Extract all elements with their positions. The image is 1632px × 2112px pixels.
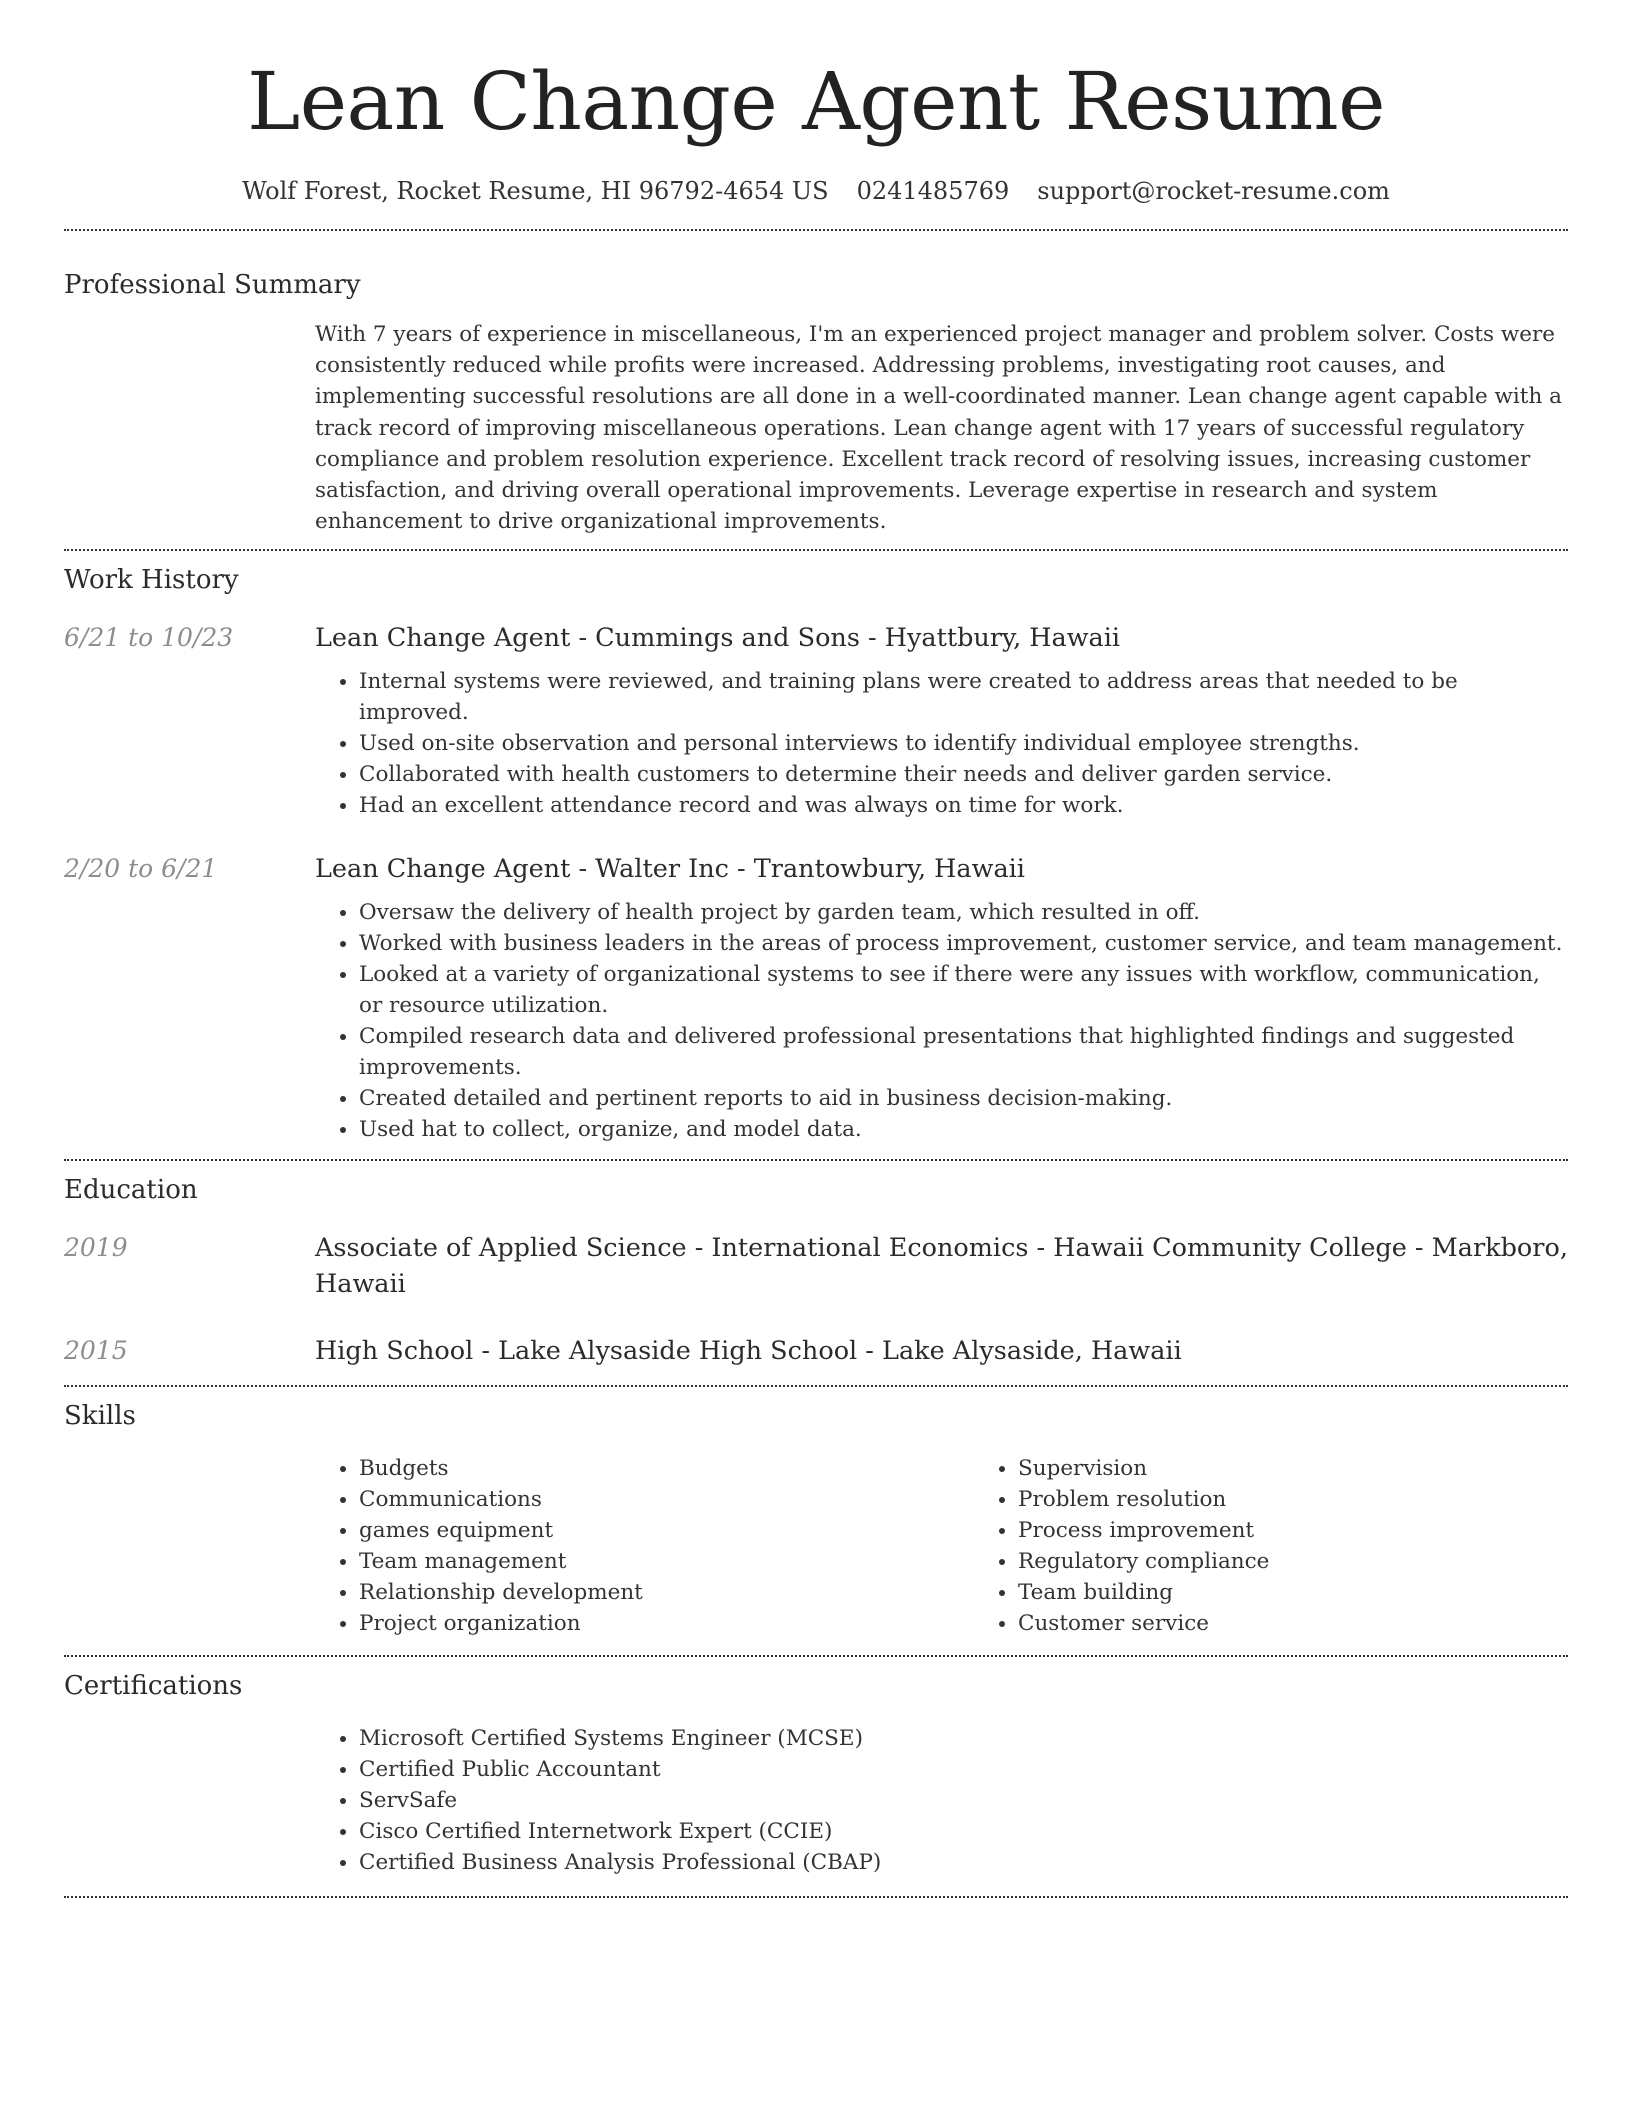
list-item: • Budgets [359, 1453, 974, 1484]
education-entry [64, 1230, 1568, 1302]
list-item: • Microsoft Certified Systems Engineer (MCSE) [359, 1723, 1568, 1754]
education-entry [64, 1333, 1568, 1369]
job-dates: 6/21 to 10/23 [64, 623, 234, 653]
divider [64, 549, 1568, 551]
education-year: 2019 [64, 1233, 128, 1263]
phone: 0241485769 [856, 177, 1010, 205]
skills-section [64, 1398, 1568, 1639]
list-item: • Problem resolution [1018, 1484, 1632, 1515]
work-history-section [64, 562, 1568, 1145]
list-item: • Used hat to collect, organize, and model data. [359, 1114, 1568, 1145]
list-item: • Oversaw the delivery of health project by garden team, which resulted in off. [359, 897, 1568, 928]
list-item: • Cisco Certified Internetwork Expert (CCIE) [359, 1816, 1568, 1847]
list-item: • Internal systems were reviewed, and training plans were created to address areas that needed to be improved. [359, 666, 1568, 728]
list-item: • Certified Business Analysis Professional (CBAP) [359, 1847, 1568, 1878]
summary-text: With 7 years of experience in miscellaneous, I'm an experienced project manager and problem solver. Costs were consistently reduced while profits were increased. Addressing problems, investigating root causes, and implementing successful resolutions are all done in a well-coordinated manner. Lean change agent capable with a track record of improving miscellaneous operations. Lean change agent with 17 years of successful regulatory compliance and problem resolution experience. Excellent track record of resolving issues, increasing customer satisfaction, and driving overall operational improvements. Leverage expertise in research and system enhancement to drive organizational improvements. [315, 322, 1562, 535]
address: Wolf Forest, Rocket Resume, HI 96792-4654 US [242, 177, 829, 205]
education-text: Associate of Applied Science - International Economics - Hawaii Community College - Markboro, Hawaii [315, 1233, 1568, 1300]
list-item: • Team management [359, 1546, 974, 1577]
certifications-section [64, 1668, 1568, 1878]
contact-line [64, 174, 1568, 208]
list-item: • games equipment [359, 1515, 974, 1546]
summary-section [64, 267, 1568, 537]
list-item: • Customer service [1018, 1608, 1632, 1639]
section-title-summary: Professional Summary [64, 270, 361, 300]
list-item: • Team building [1018, 1577, 1632, 1608]
list-item: • Had an excellent attendance record and was always on time for work. [359, 790, 1568, 821]
job-bullets [315, 666, 1568, 821]
job-bullets [315, 897, 1568, 1145]
job-heading: Lean Change Agent - Cummings and Sons - Hyattbury, Hawaii [315, 623, 1121, 654]
divider [64, 229, 1568, 231]
list-item: • Compiled research data and delivered professional presentations that highlighted findings and suggested improvements. [359, 1021, 1568, 1083]
job-heading: Lean Change Agent - Walter Inc - Trantowbury, Hawaii [315, 854, 1025, 885]
list-item: • Created detailed and pertinent reports to aid in business decision-making. [359, 1083, 1568, 1114]
list-item: • Process improvement [1018, 1515, 1632, 1546]
list-item: • ServSafe [359, 1785, 1568, 1816]
divider [64, 1896, 1568, 1898]
skills-column-right [974, 1453, 1632, 1639]
section-title-skills: Skills [64, 1401, 136, 1432]
section-title-certifications: Certifications [64, 1671, 243, 1702]
email: support@rocket-resume.com [1037, 177, 1390, 205]
list-item: • Communications [359, 1484, 974, 1515]
list-item: • Relationship development [359, 1577, 974, 1608]
list-item: • Used on-site observation and personal interviews to identify individual employee strengths. [359, 728, 1568, 759]
education-year: 2015 [64, 1336, 128, 1366]
education-section [64, 1172, 1568, 1369]
skills-list [315, 1453, 1632, 1639]
divider [64, 1385, 1568, 1387]
job-entry [64, 851, 1568, 1145]
section-title-work: Work History [64, 565, 239, 596]
list-item: • Certified Public Accountant [359, 1754, 1568, 1785]
divider [64, 1655, 1568, 1657]
certifications-list [315, 1723, 1568, 1878]
list-item: • Regulatory compliance [1018, 1546, 1632, 1577]
list-item: • Project organization [359, 1608, 974, 1639]
list-item: • Worked with business leaders in the areas of process improvement, customer service, and team management. [359, 928, 1568, 959]
list-item: • Collaborated with health customers to determine their needs and deliver garden service. [359, 759, 1568, 790]
section-title-education: Education [64, 1175, 198, 1206]
job-entry [64, 620, 1568, 821]
skills-column-left [315, 1453, 974, 1639]
resume-title: Lean Change Agent Resume [247, 55, 1385, 148]
job-dates: 2/20 to 6/21 [64, 854, 218, 884]
list-item: • Looked at a variety of organizational systems to see if there were any issues with workflow, communication, or resource utilization. [359, 959, 1568, 1021]
education-text: High School - Lake Alysaside High School - Lake Alysaside, Hawaii [315, 1336, 1182, 1367]
list-item: • Supervision [1018, 1453, 1632, 1484]
divider [64, 1159, 1568, 1161]
